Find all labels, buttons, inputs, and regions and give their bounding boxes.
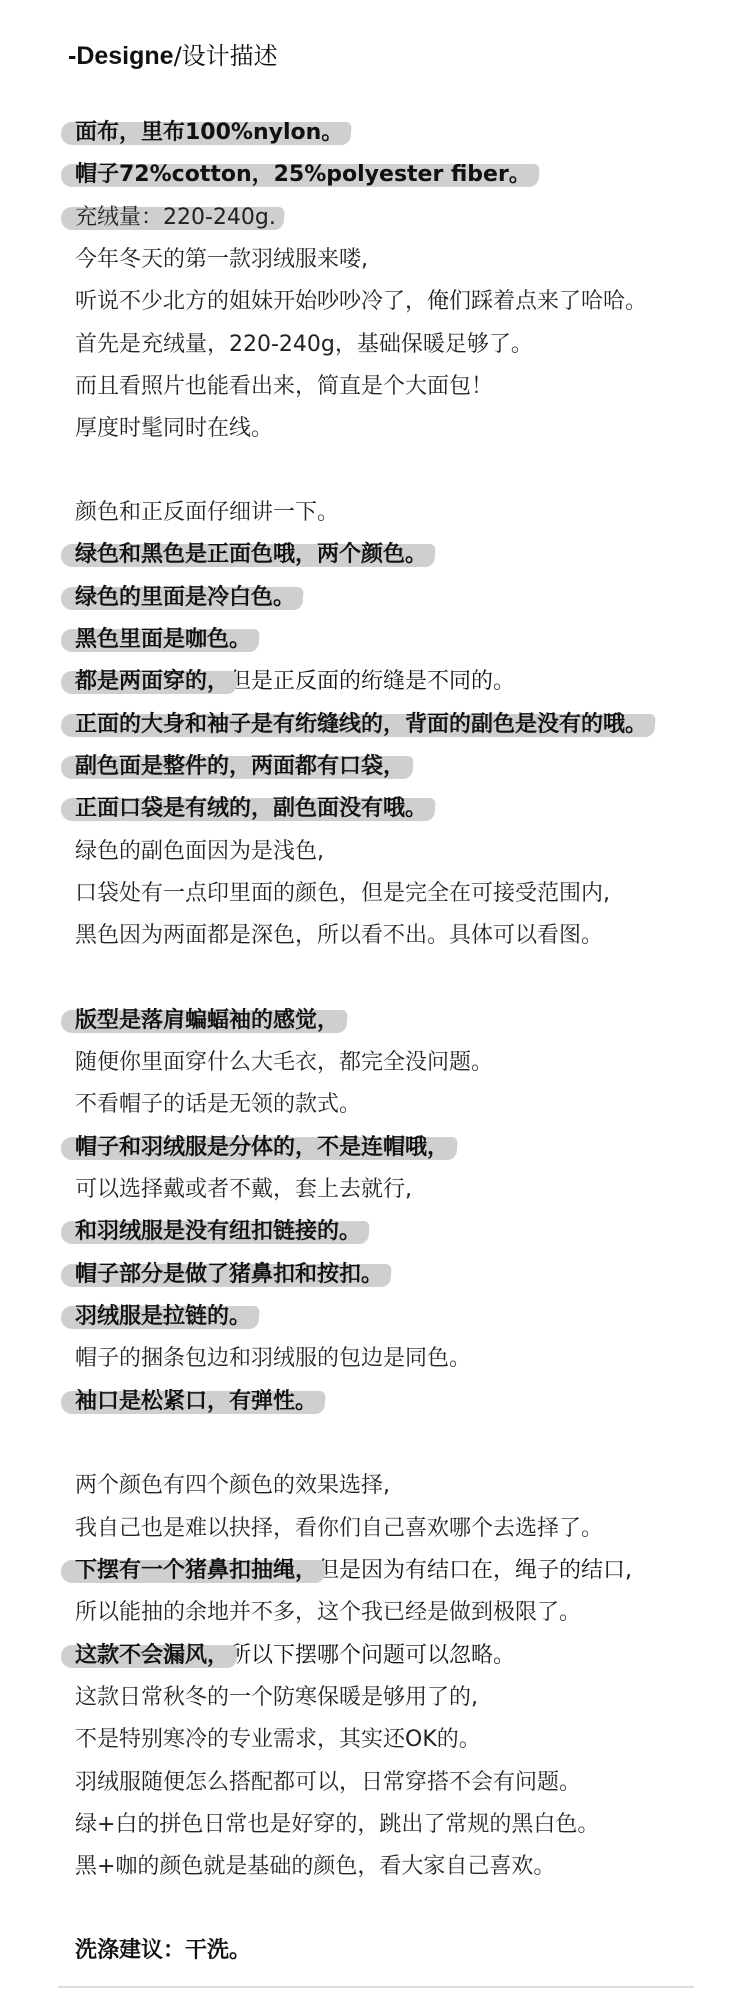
highlighted-text: 副色面是整件的，两面都有口袋， (75, 754, 406, 779)
line-text: 厚度时髦同时在线。 (75, 416, 274, 441)
line-text-continuation: 但是因为有结口在，绳子的结口, (317, 1558, 633, 1583)
description-line (75, 160, 531, 190)
line-text: 今年冬天的第一款羽绒服来喽, (75, 247, 368, 272)
description-line (75, 837, 324, 867)
line-text: 两个颜色有四个颜色的效果选择, (75, 1473, 390, 1498)
highlighted-text: 黑色里面是咖色。 (75, 627, 252, 652)
description-line (75, 752, 405, 782)
highlighted-text: 正面口袋是有绒的，副色面没有哦。 (75, 796, 428, 821)
line-text: 羽绒服随便怎么搭配都可以，日常穿搭不会有问题。 (75, 1770, 582, 1795)
description-line (75, 287, 647, 317)
highlighted-text: 下摆有一个猪鼻扣抽绳， (75, 1558, 318, 1583)
description-line (75, 498, 339, 528)
description-line (75, 1217, 361, 1247)
line-text: 我自己也是难以抉择，看你们自己喜欢哪个去选择了。 (75, 1516, 604, 1541)
line-text: 帽子的捆条包边和羽绒服的包边是同色。 (75, 1346, 472, 1371)
section-heading (68, 40, 278, 72)
description-line (75, 203, 276, 233)
description-line (75, 1090, 361, 1120)
description-line (75, 921, 603, 951)
line-text-continuation: 但是正反面的绗缝是不同的。 (229, 669, 516, 694)
highlighted-text: 面布，里布100%nylon。 (75, 120, 344, 145)
description-line (75, 710, 647, 740)
line-text: 首先是充绒量，220-240g，基础保暖足够了。 (75, 332, 533, 357)
line-text: 绿色的副色面因为是浅色, (75, 839, 324, 864)
highlighted-text: 帽子72%cotton，25%polyester fiber。 (75, 162, 531, 187)
description-line (75, 1302, 251, 1332)
description-line (75, 879, 610, 909)
highlighted-text: 羽绒服是拉链的。 (75, 1304, 252, 1329)
highlighted-text: 都是两面穿的， (75, 669, 230, 694)
description-line (75, 1514, 603, 1544)
line-text: 而且看照片也能看出来，简直是个大面包！ (75, 374, 494, 399)
description-line (75, 1641, 515, 1671)
line-text: 听说不少北方的姐妹开始吵吵冷了，俺们踩着点来了哈哈。 (75, 289, 648, 314)
description-line (75, 118, 343, 148)
line-text: 颜色和正反面仔细讲一下。 (75, 500, 340, 525)
highlighted-text: 正面的大身和袖子是有绗缝线的，背面的副色是没有的哦。 (75, 712, 648, 737)
description-line (75, 1768, 581, 1798)
heading-english: -Designe (68, 42, 174, 70)
highlighted-text: 绿色的里面是冷白色。 (75, 585, 296, 610)
line-text: 随便你里面穿什么大毛衣，都完全没问题。 (75, 1050, 494, 1075)
description-line (75, 540, 427, 570)
description-line (75, 1260, 383, 1290)
divider (58, 1986, 694, 1988)
description-line (75, 1936, 251, 1966)
description-line (75, 1387, 317, 1417)
highlighted-text: 帽子和羽绒服是分体的，不是连帽哦， (75, 1135, 450, 1160)
description-line (75, 1810, 599, 1840)
line-text: 所以能抽的余地并不多，这个我已经是做到极限了。 (75, 1600, 582, 1625)
line-text: 洗涤建议：干洗。 (75, 1938, 252, 1963)
highlighted-text: 帽子部分是做了猪鼻扣和按扣。 (75, 1262, 384, 1287)
highlighted-text: 袖口是松紧口，有弹性。 (75, 1389, 318, 1414)
line-text: 绿+白的拼色日常也是好穿的，跳出了常规的黑白色。 (75, 1812, 600, 1837)
description-line (75, 1006, 339, 1036)
line-text-continuation: 所以下摆哪个问题可以忽略。 (229, 1643, 516, 1668)
description-line (75, 667, 515, 697)
description-line (75, 1175, 412, 1205)
highlighted-text: 和羽绒服是没有纽扣链接的。 (75, 1219, 362, 1244)
highlighted-text: 充绒量：220-240g. (75, 205, 276, 230)
line-text: 不是特别寒冷的专业需求，其实还OK的。 (75, 1727, 481, 1752)
description-line (75, 245, 368, 275)
description-line (75, 1598, 581, 1628)
description-line (75, 583, 295, 613)
description-line (75, 1048, 493, 1078)
line-text: 口袋处有一点印里面的颜色，但是完全在可接受范围内, (75, 881, 610, 906)
line-text: 可以选择戴或者不戴，套上去就行, (75, 1177, 412, 1202)
line-text: 这款日常秋冬的一个防寒保暖是够用了的, (75, 1685, 478, 1710)
description-line (75, 1683, 478, 1713)
description-line (75, 794, 427, 824)
description-line (75, 1471, 390, 1501)
description-line (75, 1133, 449, 1163)
description-line (75, 1556, 632, 1586)
highlighted-text: 版型是落肩蝙蝠袖的感觉， (75, 1008, 340, 1033)
description-line (75, 372, 493, 402)
description-line (75, 330, 533, 360)
description-line (75, 414, 273, 444)
description-line (75, 625, 251, 655)
line-text: 黑色因为两面都是深色，所以看不出。具体可以看图。 (75, 923, 604, 948)
highlighted-text: 这款不会漏风， (75, 1643, 230, 1668)
line-text: 黑+咖的颜色就是基础的颜色，看大家自己喜欢。 (75, 1854, 556, 1879)
highlighted-text: 绿色和黑色是正面色哦，两个颜色。 (75, 542, 428, 567)
heading-chinese: /设计描述 (173, 42, 278, 70)
description-line (75, 1852, 555, 1882)
description-line (75, 1344, 471, 1374)
description-line (75, 1725, 481, 1755)
line-text: 不看帽子的话是无领的款式。 (75, 1092, 362, 1117)
